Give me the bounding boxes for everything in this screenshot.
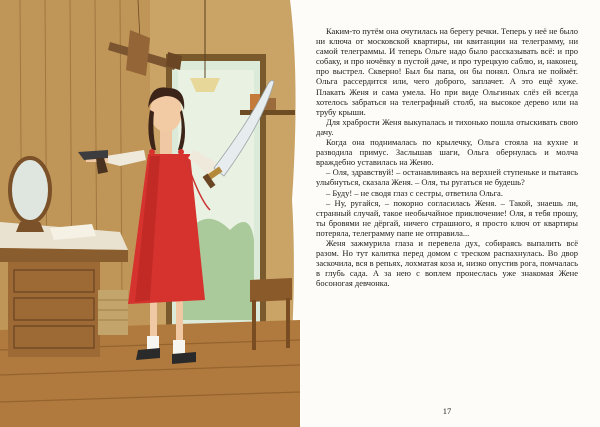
paragraph: – Ну, ругайся, – покорно согласилась Женя. – Такой, знаешь ли, странный случай, такое необычайное приключение! Оля, я тебя прошу, ты бровями не дёргай, ничего страшного, я просто ключ от квартиры потеряла, телеграмму папе не отправила...: [316, 197, 578, 238]
paragraph: – Буду! – не сводя глаз с сестры, ответила Ольга.: [326, 187, 503, 198]
paragraph: Для храбрости Женя выкупалась и тихонько пошла отыскивать свою дачу.: [316, 116, 578, 137]
paragraph: Каким-то путём она очутилась на берегу речки. Теперь у неё не было ни ключа от московской квартиры, ни квитанции на телеграмму, ни самой телеграммы. И теперь Ольге надо было рассказывать всё: и про собаку, и про ночёвку в пустой даче, и про турецкую саблю, и, наконец, про выстрел. Скверно! Был бы папа, он бы понял. Ольга не поймёт. Ольга рассердится или, чего доброго, заплачет. А это ещё хуже. Плакать Женя и сама умела. Но при виде Ольгиных слёз ей всегда хотелось забраться на телеграфный столб, на высокое дерево или на трубу крыши.: [316, 26, 578, 117]
paragraph: Когда она поднималась по крылечку, Ольга стояла на кухне и разводила примус. Заслышав шаги, Ольга обернулась и молча враждебно уставилась на Женю.: [316, 137, 578, 168]
paragraph: – Оля, здравствуй! – останавливаясь на верхней ступеньке и пытаясь улыбнуться, сказала Женя. – Оля, ты ругаться не будешь?: [316, 167, 578, 188]
page-number: 17: [442, 406, 452, 416]
paragraph: Женя зажмурила глаза и перевела дух, собираясь выпалить всё разом. Но тут калитка перед домом с треском распахнулась. Во двор заскочила, вся в репьях, лохматая коза и, низко опустив рога, помчалась в глубь сада. А за нею с воплем пронеслась уже знакомая Жене босоногая девчонка.: [316, 237, 578, 289]
text-page: [316, 26, 578, 418]
